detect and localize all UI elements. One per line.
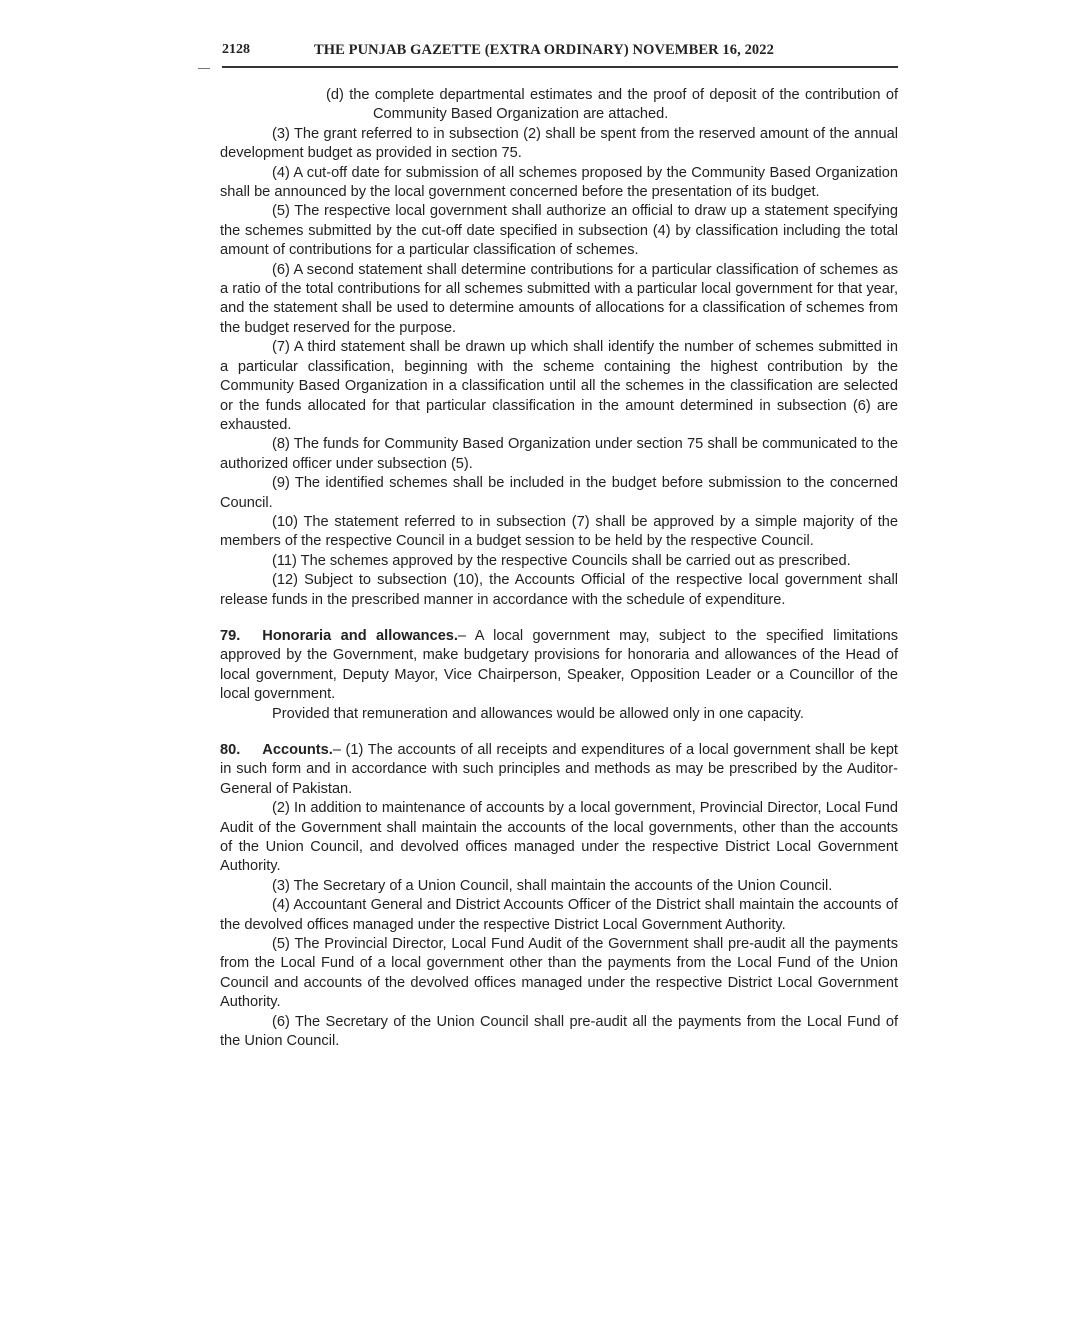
section-79-number: 79. [220,627,241,644]
section-80-subsection-3: (3) The Secretary of a Union Council, shall maintain the accounts of the Union Council. [272,877,833,894]
margin-mark [198,68,210,69]
subsection-8: (8) The funds for Community Based Organization under section 75 shall be communicated to the authorized officer under subsection (5). [220,436,898,472]
section-79-body: – A local government may, subject to the specified limitations approved by the Government, make budgetary provisions for honoraria and allowances of the Head of local government, Deputy Mayor, Vice Chairperson, Speaker, Opposition Leader or a Councillor of the local government. [220,627,898,703]
subsection-5: (5) The respective local government shall authorize an official to draw up a statement specifying the schemes submitted by the cut-off date specified in subsection (4) by classification including the total amount of contributions for a particular classification of schemes. [220,203,898,259]
subsection-10: (10) The statement referred to in subsection (7) shall be approved by a simple majority of the members of the respective Council in a budget session to be held by the respective Council. [220,513,898,550]
subsection-7: (7) A third statement shall be drawn up which shall identify the number of schemes submitted in a particular classification, beginning with the scheme containing the highest contribution by the Community Based Organization in a classification until all the schemes in the classification are selected or the funds allocated for that particular classification in the amount determined in subsection (6) are exhausted. [220,339,898,433]
section-gap [220,610,898,627]
section-80 [220,741,898,799]
section-80-title: Accounts. [262,742,333,758]
section-79-title: Honoraria and allowances. [262,627,458,644]
subsection-6: (6) A second statement shall determine contributions for a particular classification of schemes as a ratio of the total contributions for all schemes submitted with a particular local government for that year, and the statement shall be used to determine amounts of allocations for a classification of schemes from the budget reserved for the purpose. [220,261,898,336]
header-rule [222,66,898,68]
subsection-3: (3) The grant referred to in subsection (2) shall be spent from the reserved amount of the annual development budget as provided in section 75. [220,125,898,162]
gazette-title: THE PUNJAB GAZETTE (EXTRA ORDINARY) NOVEMBER 16, 2022 [314,42,774,58]
section-79 [220,627,898,705]
section-gap [220,724,898,741]
section-80-subsection-6: (6) The Secretary of the Union Council shall pre-audit all the payments from the Local Fund of the Union Council. [220,1013,898,1050]
subsection-4: (4) A cut-off date for submission of all schemes proposed by the Community Based Organization shall be announced by the local government concerned before the presentation of its budget. [220,164,898,201]
page-header [222,42,902,68]
section-79-proviso: Provided that remuneration and allowances would be allowed only in one capacity. [272,705,804,722]
section-80-subsection-2: (2) In addition to maintenance of accounts by a local government, Provincial Director, Local Fund Audit of the Government shall maintain the accounts of the local governments, other than the accounts of the Union Council, and devolved offices managed under the respective District Local Government Authority. [220,800,898,875]
page-number: 2128 [222,42,250,57]
section-80-subsection-4: (4) Accountant General and District Accounts Officer of the District shall maintain the accounts of the devolved offices managed under the respective District Local Government Authority. [220,897,898,933]
section-80-number: 80. [220,742,241,758]
document-body [220,86,898,1052]
section-80-subsection-5: (5) The Provincial Director, Local Fund Audit of the Government shall pre-audit all the payments from the Local Fund of a local government other than the payments from the Local Fund of the Union Council and accounts of the devolved offices managed under the respective District Local Government Authority. [220,936,898,1011]
subsection-9: (9) The identified schemes shall be included in the budget before submission to the concerned Council. [220,475,898,511]
subsection-11: (11) The schemes approved by the respective Councils shall be carried out as prescribed. [272,552,851,569]
subsection-12: (12) Subject to subsection (10), the Accounts Official of the respective local government shall release funds in the prescribed manner in accordance with the schedule of expenditure. [220,572,898,608]
section-80-body: – (1) The accounts of all receipts and expenditures of a local government shall be kept in such form and in accordance with such principles and methods as may be prescribed by the Auditor-General of Pakistan. [220,742,898,797]
clause-d: (d) the complete departmental estimates and the proof of deposit of the contribution of Community Based Organization are attached. [326,87,898,123]
